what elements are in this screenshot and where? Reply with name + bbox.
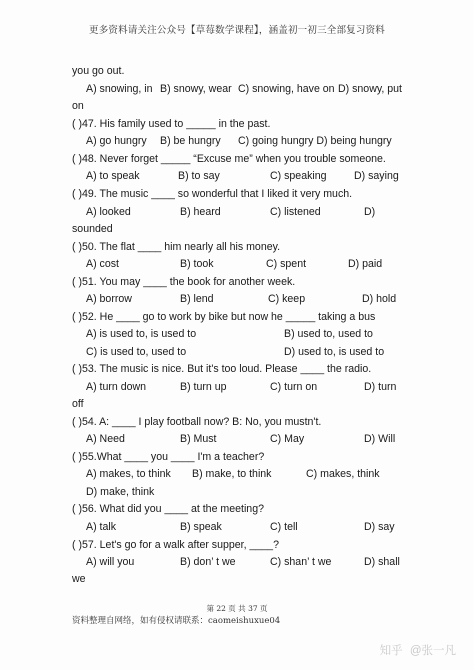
option-b: B) lend bbox=[180, 293, 214, 305]
option-a: A) go hungry bbox=[86, 135, 147, 147]
question-56: ( )56. What did you ____ at the meeting? bbox=[72, 503, 264, 515]
option-d: D) saying bbox=[354, 170, 399, 182]
option-c: C) shan’ t we bbox=[270, 556, 332, 568]
watermark-site: 知乎 bbox=[379, 645, 403, 657]
question-55: ( )55.What ____ you ____ I'm a teacher? bbox=[72, 451, 265, 463]
option-c: C) makes, think bbox=[306, 468, 380, 480]
option-d: D) hold bbox=[362, 293, 397, 305]
option-a: A) looked bbox=[86, 206, 131, 218]
option-a: A) turn down bbox=[86, 381, 147, 393]
question-53: ( )53. The music is nice. But it's too loud. Please ____ the radio. bbox=[72, 363, 372, 375]
option-d: D) snowy, put bbox=[338, 83, 402, 95]
source-note: 资料整理自网络，如有侵权请联系：caomeishuxue04 bbox=[72, 616, 281, 626]
option-c: C) speaking bbox=[270, 170, 327, 182]
option-b: B) speak bbox=[180, 521, 222, 533]
watermark-author: @张一凡 bbox=[409, 645, 456, 657]
page-header: 更多资料请关注公众号【草莓数学课程】，涵盖初一初三全部复习资料 bbox=[89, 25, 385, 36]
option-c: C) is used to, used to bbox=[86, 346, 187, 358]
option-a: A) makes, to think bbox=[86, 468, 171, 480]
option-a: A) Need bbox=[86, 433, 125, 445]
option-b: B) Must bbox=[180, 433, 217, 445]
option-d: D) say bbox=[364, 521, 395, 533]
option-b: B) turn up bbox=[180, 381, 227, 393]
option-d: D) Will bbox=[364, 433, 396, 445]
question-57: ( )57. Let's go for a walk after supper, ____? bbox=[72, 539, 279, 551]
question-continuation: you go out. bbox=[72, 65, 125, 77]
question-50: ( )50. The flat ____ him nearly all his money. bbox=[72, 241, 281, 253]
option-a: A) snowing, in bbox=[86, 83, 153, 95]
question-52: ( )52. He ____ go to work by bike but now he _____ taking a bus bbox=[72, 311, 376, 323]
question-51: ( )51. You may ____ the book for another week. bbox=[72, 276, 296, 288]
option-c: C) May bbox=[270, 433, 305, 445]
q49-continuation: sounded bbox=[72, 223, 113, 235]
q57-continuation: we bbox=[72, 573, 86, 585]
option-d: D) paid bbox=[348, 258, 383, 270]
option-d: D) bbox=[364, 206, 376, 218]
option-b: B) heard bbox=[180, 206, 221, 218]
option-b: B) make, to think bbox=[192, 468, 272, 480]
option-c: C) keep bbox=[268, 293, 306, 305]
option-a: A) will you bbox=[86, 556, 135, 568]
question-49: ( )49. The music ____ so wonderful that I liked it very much. bbox=[72, 188, 353, 200]
q53-continuation: off bbox=[72, 398, 84, 410]
option-b: B) took bbox=[180, 258, 214, 270]
option-c: C) spent bbox=[266, 258, 307, 270]
option-a: A) cost bbox=[86, 258, 119, 270]
question-54: ( )54. A: ____ I play football now? B: No, you mustn't. bbox=[72, 416, 322, 428]
option-c: C) turn on bbox=[270, 381, 318, 393]
question-48: ( )48. Never forget _____ “Excuse me” when you trouble someone. bbox=[72, 153, 386, 165]
option-a: A) borrow bbox=[86, 293, 132, 305]
option-b: B) used to, used to bbox=[284, 328, 373, 340]
option-b: B) snowy, wear bbox=[160, 83, 232, 95]
option-b: B) to say bbox=[178, 170, 220, 182]
option-d: D) turn bbox=[364, 381, 397, 393]
q46-continuation: on bbox=[72, 100, 84, 112]
option-c: C) snowing, have on bbox=[238, 83, 335, 95]
q55-continuation: D) make, think bbox=[86, 486, 155, 498]
watermark bbox=[376, 642, 456, 658]
option-a: A) to speak bbox=[86, 170, 140, 182]
option-a: A) talk bbox=[86, 521, 117, 533]
option-b: B) be hungry bbox=[160, 135, 221, 147]
option-c: C) listened bbox=[270, 206, 321, 218]
question-47: ( )47. His family used to _____ in the past. bbox=[72, 118, 271, 130]
page-number: 第 22 页 共 37 页 bbox=[206, 604, 268, 613]
option-b: B) don’ t we bbox=[180, 556, 236, 568]
option-d: D) used to, is used to bbox=[284, 346, 385, 358]
option-c: C) tell bbox=[270, 521, 298, 533]
option-d: D) shall bbox=[364, 556, 400, 568]
option-a: A) is used to, is used to bbox=[86, 328, 197, 340]
option-c: C) going hungry D) being hungry bbox=[238, 135, 392, 147]
